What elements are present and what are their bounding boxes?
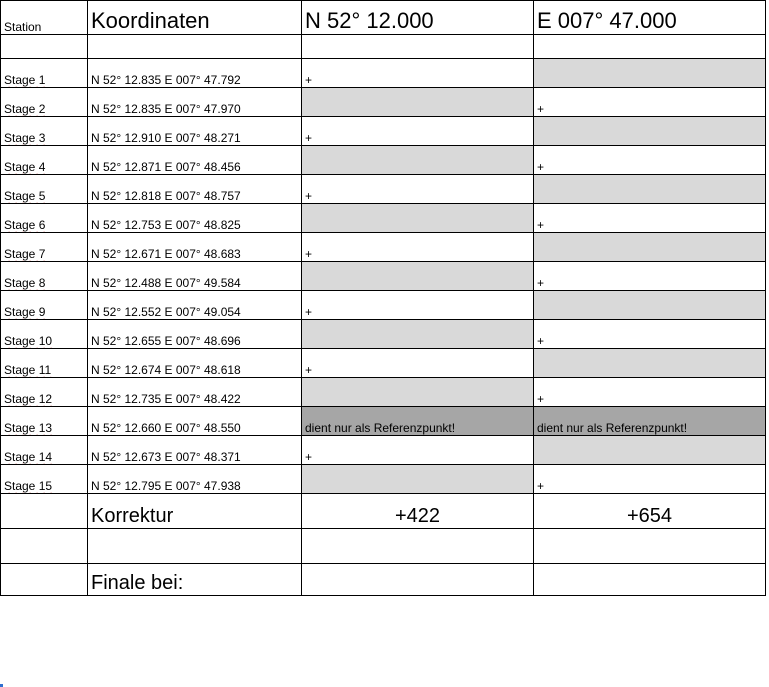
stage-row xyxy=(1,407,766,436)
north-offset-cell[interactable] xyxy=(302,204,534,233)
stage-cell[interactable] xyxy=(1,262,88,291)
coordinates-cell[interactable]: N 52° 12.871 E 007° 48.456 xyxy=(88,146,302,175)
stage-label: Stage 1 xyxy=(4,73,46,87)
empty-cell[interactable] xyxy=(1,564,88,596)
finale-row xyxy=(1,564,766,596)
north-offset-cell[interactable]: + xyxy=(302,117,534,146)
stage-label: Stage 10 xyxy=(4,334,53,348)
stage-cell[interactable] xyxy=(1,204,88,233)
stage-row xyxy=(1,436,766,465)
east-offset-cell[interactable]: dient nur als Referenzpunkt! xyxy=(534,407,766,436)
north-offset-cell[interactable] xyxy=(302,88,534,117)
north-offset-cell[interactable] xyxy=(302,262,534,291)
coordinates-cell[interactable]: N 52° 12.910 E 007° 48.271 xyxy=(88,117,302,146)
stage-label: Stage 11 xyxy=(4,363,52,377)
east-offset-cell[interactable]: + xyxy=(534,204,766,233)
header-north-cell[interactable]: N 52° 12.000 xyxy=(302,1,534,35)
north-offset-cell[interactable] xyxy=(302,465,534,494)
stage-cell[interactable] xyxy=(1,320,88,349)
coordinates-cell[interactable]: N 52° 12.674 E 007° 48.618 xyxy=(88,349,302,378)
empty-cell[interactable] xyxy=(1,529,88,564)
stage-cell[interactable] xyxy=(1,407,88,436)
north-offset-cell[interactable]: + xyxy=(302,436,534,465)
stage-row xyxy=(1,320,766,349)
east-offset-cell[interactable] xyxy=(534,59,766,88)
stage-cell[interactable] xyxy=(1,146,88,175)
header-koordinaten-cell[interactable]: Koordinaten xyxy=(88,1,302,35)
east-offset-cell[interactable]: + xyxy=(534,146,766,175)
stage-cell[interactable] xyxy=(1,465,88,494)
north-offset-cell[interactable]: + xyxy=(302,175,534,204)
stage-label: Stage 3 xyxy=(4,131,46,145)
coordinates-cell[interactable]: N 52° 12.753 E 007° 48.825 xyxy=(88,204,302,233)
stage-row xyxy=(1,175,766,204)
north-offset-cell[interactable]: + xyxy=(302,291,534,320)
header-east-cell[interactable]: E 007° 47.000 xyxy=(534,1,766,35)
stage-label: Stage 2 xyxy=(4,102,46,116)
stage-cell[interactable] xyxy=(1,88,88,117)
empty-cell[interactable] xyxy=(534,35,766,59)
stage-cell[interactable] xyxy=(1,233,88,262)
stage-cell[interactable] xyxy=(1,291,88,320)
stage-label: Stage 6 xyxy=(4,218,46,232)
stage-cell[interactable] xyxy=(1,436,88,465)
north-offset-cell[interactable]: + xyxy=(302,59,534,88)
finale-north-cell[interactable] xyxy=(302,564,534,596)
east-offset-cell[interactable]: + xyxy=(534,262,766,291)
stage-row xyxy=(1,88,766,117)
header-row xyxy=(1,1,766,35)
stage-row xyxy=(1,59,766,88)
empty-cell[interactable] xyxy=(1,35,88,59)
coordinates-cell[interactable]: N 52° 12.673 E 007° 48.371 xyxy=(88,436,302,465)
stage-cell[interactable] xyxy=(1,117,88,146)
header-station-cell[interactable]: Station xyxy=(1,1,88,35)
north-offset-cell[interactable] xyxy=(302,320,534,349)
east-offset-cell[interactable] xyxy=(534,436,766,465)
north-offset-cell[interactable] xyxy=(302,146,534,175)
korrektur-row xyxy=(1,494,766,529)
stage-label: Stage 14 xyxy=(4,450,53,464)
stage-row xyxy=(1,146,766,175)
blank-row xyxy=(1,35,766,59)
stage-row xyxy=(1,465,766,494)
east-offset-cell[interactable] xyxy=(534,117,766,146)
east-offset-cell[interactable] xyxy=(534,349,766,378)
stage-row xyxy=(1,291,766,320)
stage-row xyxy=(1,262,766,291)
coordinates-cell[interactable]: N 52° 12.818 E 007° 48.757 xyxy=(88,175,302,204)
stage-row xyxy=(1,117,766,146)
north-offset-cell[interactable]: + xyxy=(302,233,534,262)
stage-cell[interactable] xyxy=(1,349,88,378)
stage-label: Stage 12 xyxy=(4,392,53,406)
stage-label: Stage 15 xyxy=(4,479,53,493)
korrektur-label-cell[interactable]: Korrektur xyxy=(88,494,302,529)
stage-cell[interactable] xyxy=(1,378,88,407)
north-offset-cell[interactable]: + xyxy=(302,349,534,378)
north-offset-cell[interactable] xyxy=(302,378,534,407)
empty-cell[interactable] xyxy=(88,529,302,564)
stage-label: Stage 4 xyxy=(4,160,46,174)
stage-label: Stage 5 xyxy=(4,189,46,203)
coordinates-cell[interactable]: N 52° 12.660 E 007° 48.550 xyxy=(88,407,302,436)
coordinates-cell[interactable]: N 52° 12.735 E 007° 48.422 xyxy=(88,378,302,407)
korrektur-east-cell[interactable]: +654 xyxy=(534,494,766,529)
stage-cell[interactable] xyxy=(1,59,88,88)
empty-cell[interactable] xyxy=(302,529,534,564)
empty-cell[interactable] xyxy=(88,35,302,59)
stage-label: Stage 8 xyxy=(4,276,46,290)
stage-label: Stage 9 xyxy=(4,305,46,319)
coordinates-cell[interactable]: N 52° 12.655 E 007° 48.696 xyxy=(88,320,302,349)
stage-cell[interactable] xyxy=(1,175,88,204)
stage-row xyxy=(1,378,766,407)
empty-cell[interactable] xyxy=(1,494,88,529)
north-offset-cell[interactable]: dient nur als Referenzpunkt! xyxy=(302,407,534,436)
finale-east-cell[interactable] xyxy=(534,564,766,596)
east-offset-cell[interactable]: + xyxy=(534,378,766,407)
empty-cell[interactable] xyxy=(302,35,534,59)
coordinates-cell[interactable]: N 52° 12.835 E 007° 47.792 xyxy=(88,59,302,88)
coordinates-cell[interactable]: N 52° 12.488 E 007° 49.584 xyxy=(88,262,302,291)
east-offset-cell[interactable]: + xyxy=(534,88,766,117)
east-offset-cell[interactable] xyxy=(534,291,766,320)
stage-row xyxy=(1,204,766,233)
coordinates-cell[interactable]: N 52° 12.795 E 007° 47.938 xyxy=(88,465,302,494)
blank-row xyxy=(1,529,766,564)
east-offset-cell[interactable]: + xyxy=(534,320,766,349)
coordinates-cell[interactable]: N 52° 12.835 E 007° 47.970 xyxy=(88,88,302,117)
stage-label: Stage 13 xyxy=(4,421,53,435)
stage-row xyxy=(1,349,766,378)
finale-label-cell[interactable]: Finale bei: xyxy=(88,564,302,596)
east-offset-cell[interactable]: + xyxy=(534,465,766,494)
east-offset-cell[interactable] xyxy=(534,233,766,262)
coordinates-cell[interactable]: N 52° 12.671 E 007° 48.683 xyxy=(88,233,302,262)
stage-row xyxy=(1,233,766,262)
east-offset-cell[interactable] xyxy=(534,175,766,204)
stage-label: Stage 7 xyxy=(4,247,46,261)
empty-cell[interactable] xyxy=(534,529,766,564)
coordinates-cell[interactable]: N 52° 12.552 E 007° 49.054 xyxy=(88,291,302,320)
korrektur-north-cell[interactable]: +422 xyxy=(302,494,534,529)
